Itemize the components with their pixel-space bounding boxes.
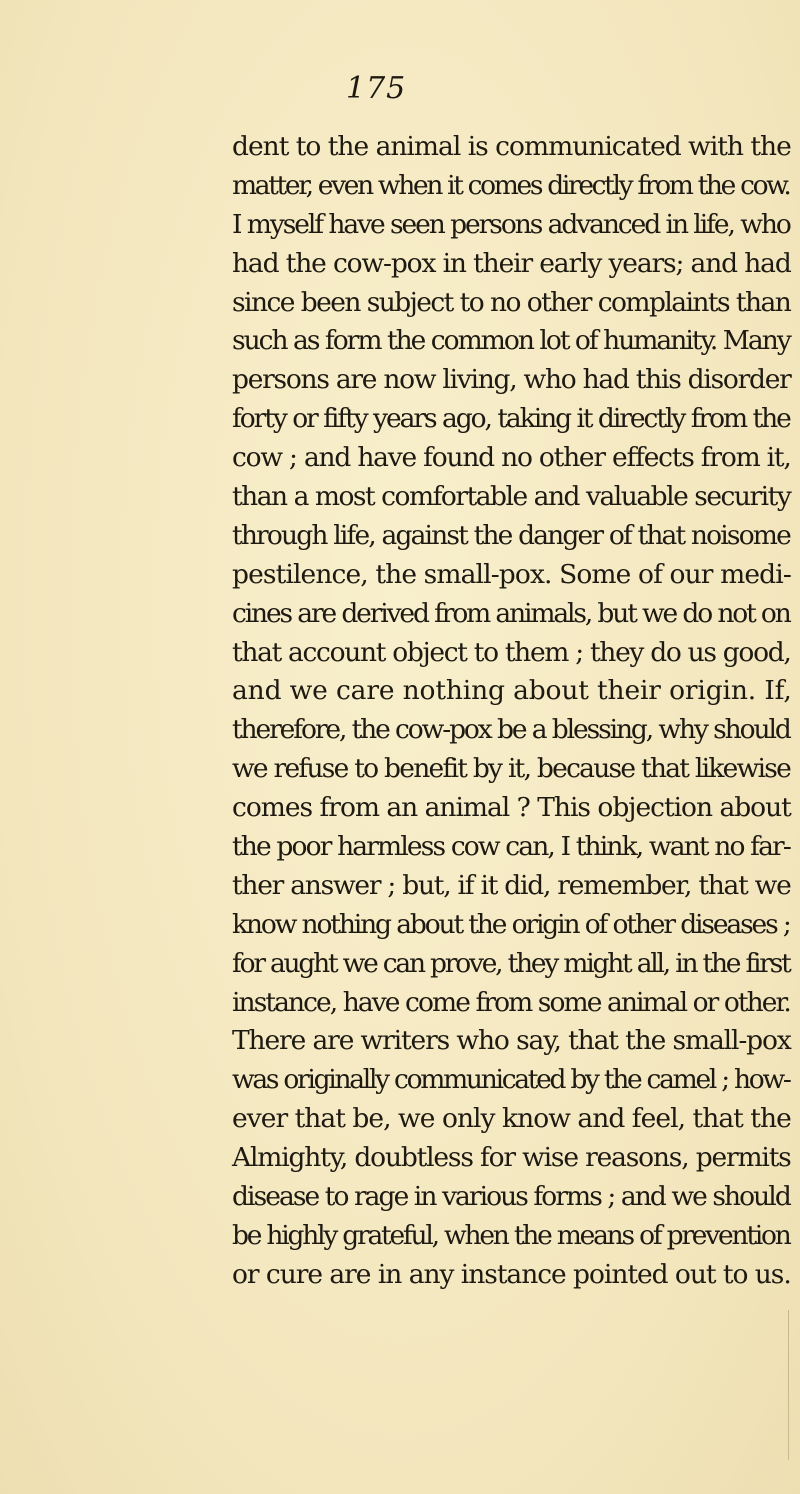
- text-line: through life, against the danger of that noisome: [232, 519, 790, 551]
- text-line: and we care nothing about their origin. If,: [232, 675, 792, 707]
- text-line: comes from an animal ? This objection about: [232, 792, 791, 824]
- text-line: ther answer ; but, if it did, remember, that we: [232, 869, 791, 901]
- text-line: than a most comfortable and valuable security: [232, 481, 791, 513]
- text-line: for aught we can prove, they might all, in the first: [232, 947, 790, 979]
- text-line: had the cow-pox in their early years; and had: [232, 247, 791, 279]
- text-line: therefore, the cow-pox be a blessing, why should: [232, 714, 790, 746]
- text-line: since been subject to no other complaints than: [232, 286, 791, 318]
- text-line: that account object to them ; they do us good,: [232, 636, 791, 668]
- text-line: persons are now living, who had this disorder: [232, 364, 791, 396]
- text-line: cines are derived from animals, but we do not on: [232, 597, 790, 629]
- text-line: the poor harmless cow can, I think, want no far-: [232, 831, 790, 863]
- text-line: such as form the common lot of humanity. Many: [232, 325, 790, 357]
- text-line: instance, have come from some animal or other.: [232, 986, 790, 1018]
- text-line: Almighty, doubtless for wise reasons, permits: [232, 1142, 791, 1174]
- text-line: dent to the animal is communicated with the: [232, 131, 791, 162]
- page-edge-mark: [788, 1310, 789, 1460]
- text-line: disease to rage in various forms ; and we should: [232, 1181, 790, 1213]
- text-line: pestilence, the small-pox. Some of our medi-: [232, 558, 791, 590]
- text-line: or cure are in any instance pointed out to us.: [232, 1258, 791, 1290]
- text-line: matter, even when it comes directly from the cow.: [232, 169, 790, 201]
- text-line: I myself have seen persons advanced in life, who: [232, 208, 790, 240]
- page-number: 175: [346, 71, 407, 106]
- text-line: forty or fifty years ago, taking it directly from the: [232, 403, 790, 435]
- text-line: was originally communicated by the camel ; how-: [232, 1064, 790, 1096]
- text-line: know nothing about the origin of other diseases ;: [232, 908, 790, 940]
- text-line: ever that be, we only know and feel, that the: [232, 1103, 791, 1135]
- text-line: cow ; and have found no other effects from it,: [232, 442, 791, 474]
- text-line: we refuse to benefit by it, because that likewise: [232, 753, 791, 785]
- text-line: be highly grateful, when the means of prevention: [232, 1219, 790, 1251]
- text-line: There are writers who say, that the small-pox: [232, 1025, 791, 1057]
- body-text: [232, 128, 792, 1295]
